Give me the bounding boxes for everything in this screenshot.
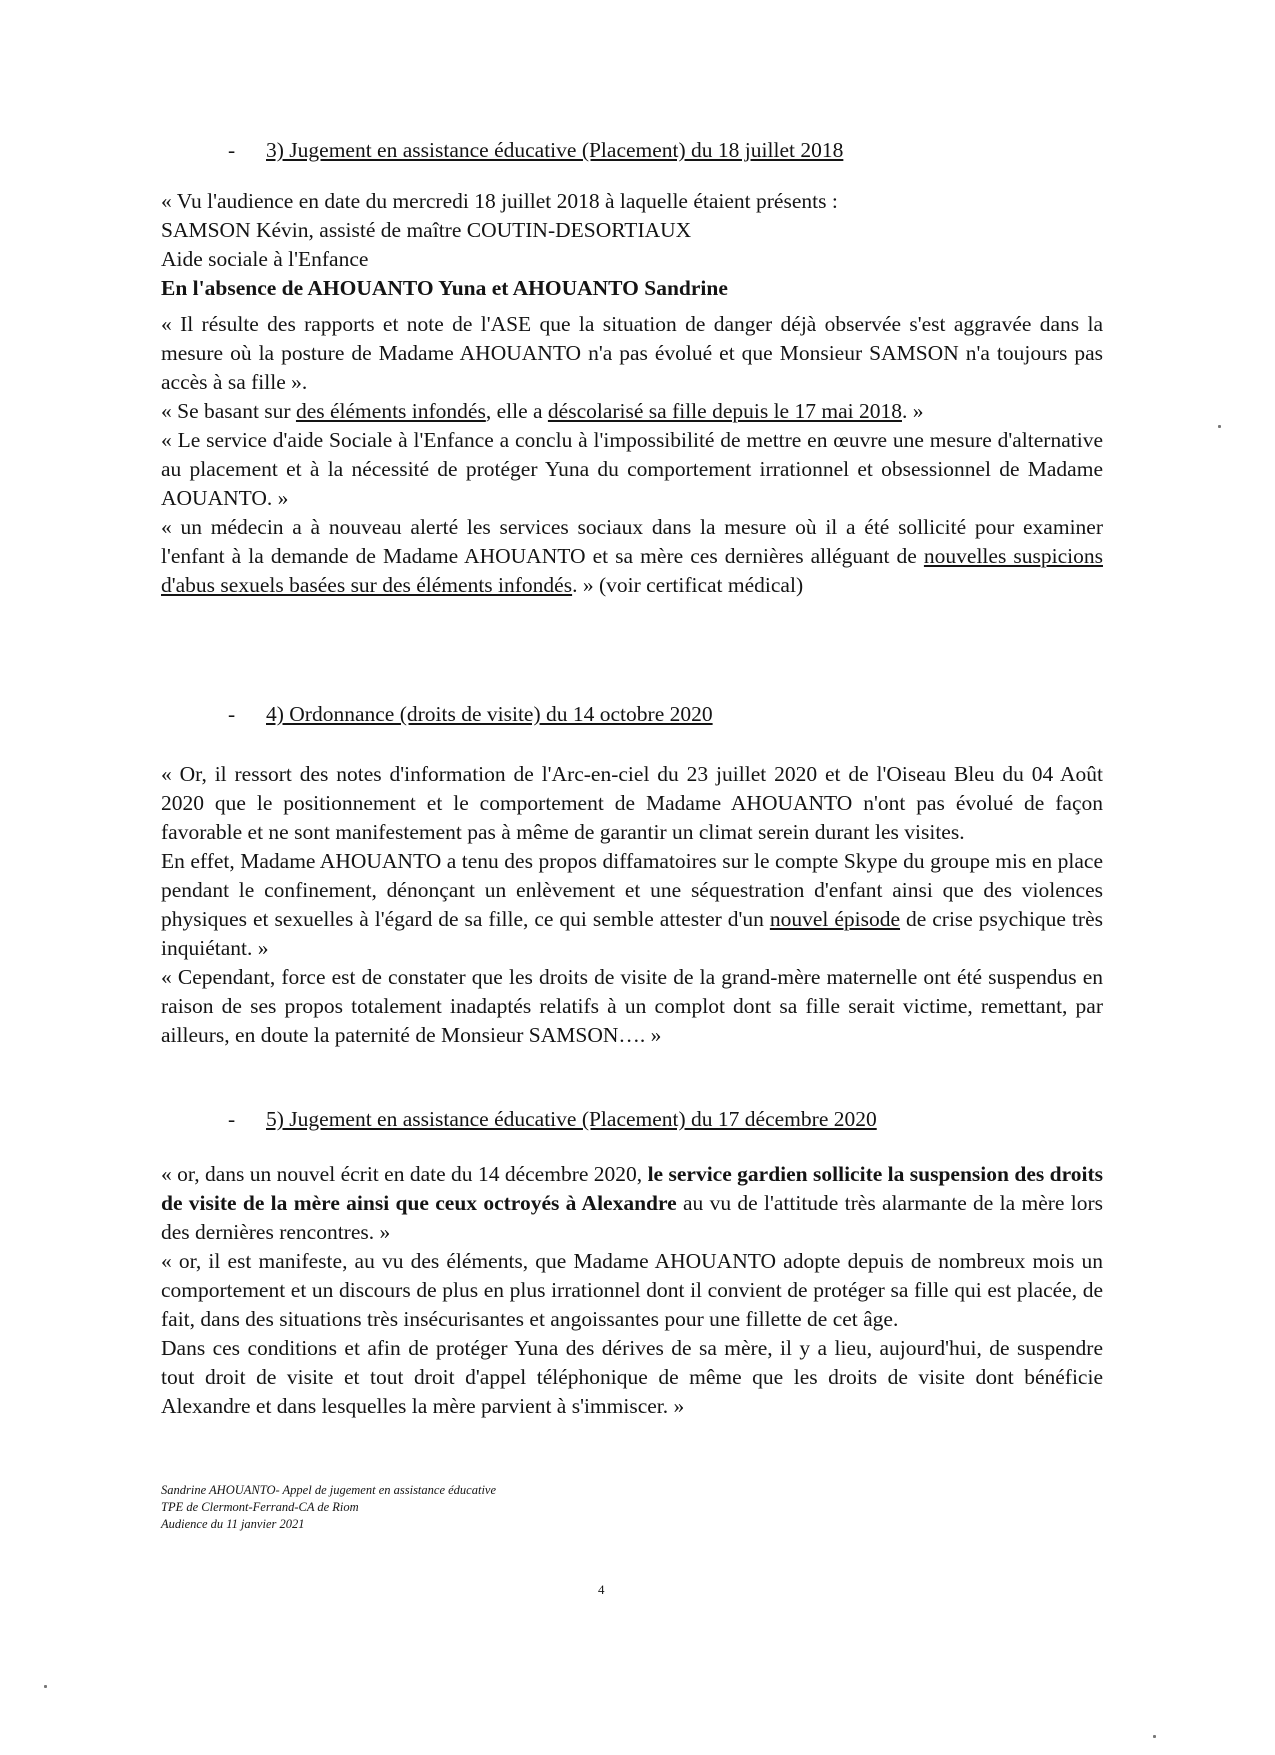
footer-hearing-line: Audience du 11 janvier 2021 <box>161 1517 305 1531</box>
section-3-header-block <box>161 187 1103 303</box>
underlined-phrase: nouvelles suspicions d'abus sexuels basées sur des éléments infondés <box>161 544 1103 597</box>
quote-paragraph: « Or, il ressort des notes d'information de l'Arc-en-ciel du 23 juillet 2020 et de l'Oiseau Bleu du 04 Août 2020 que le positionnement et le comportement de Madame AHOUANTO n'ont pas évolué de façon favorable et ne sont manifestement pas à même de garantir un climat serein durant les visites. <box>161 762 1103 844</box>
quote-paragraph: En effet, Madame AHOUANTO a tenu des propos diffamatoires sur le compte Skype du groupe mis en place pendant le confinement, dénonçant un enlèvement et une séquestration d'enfant ainsi que des violences physiques et sexuelles à l'égard de sa fille, ce qui semble attester d'un nouvel épisode de crise psychique très inquiétant. » <box>161 849 1103 960</box>
section-3-dash: - <box>228 138 236 162</box>
quote-paragraph: « or, il est manifeste, au vu des éléments, que Madame AHOUANTO adopte depuis de nombreux mois un comportement et un discours de plus en plus irrationnel dont il convient de protéger sa fille qui est placée, de fait, dans des situations très insécurisantes et angoissantes pour une fillette de cet âge. <box>161 1249 1103 1331</box>
section-5-heading <box>228 1105 877 1134</box>
underlined-phrase: nouvel épisode <box>769 907 901 931</box>
quote-paragraph: Dans ces conditions et afin de protéger Yuna des dérives de sa mère, il y a lieu, aujourd'hui, de suspendre tout droit de visite et tout droit d'appel téléphonique de même que les droits de visite dont bénéficie Alexandre et dans lesquelles la mère parvient à s'immiscer. » <box>161 1336 1103 1418</box>
quote-paragraph: « Cependant, force est de constater que les droits de visite de la grand-mère maternelle ont été suspendus en raison de ses propos totalement inadaptés relatifs à un complot dont sa fille serait victime, remettant, par ailleurs, en doute la paternité de Monsieur SAMSON…. » <box>161 965 1103 1047</box>
scan-speck <box>44 1685 47 1688</box>
section-3-heading <box>228 136 843 165</box>
section-3-title: 3) Jugement en assistance éducative (Placement) du 18 juillet 2018 <box>266 138 844 162</box>
underlined-phrase: déscolarisé sa fille depuis le 17 mai 2018 <box>547 399 902 423</box>
absent-parties-line: En l'absence de AHOUANTO Yuna et AHOUANTO Sandrine <box>161 276 728 300</box>
quote-paragraph: « un médecin a à nouveau alerté les services sociaux dans la mesure où il a été sollicité pour examiner l'enfant à la demande de Madame AHOUANTO et sa mère ces dernières alléguant de nouvelles suspicions d'abus sexuels basées sur des éléments infondés. » (voir certificat médical) <box>161 515 1103 597</box>
scan-speck <box>1218 425 1221 428</box>
document-footer <box>161 1482 496 1533</box>
section-5-quotes <box>161 1160 1103 1421</box>
section-4-dash: - <box>228 702 236 726</box>
section-4-quotes <box>161 760 1103 1050</box>
section-5-dash: - <box>228 1107 236 1131</box>
quote-paragraph: « Le service d'aide Sociale à l'Enfance a conclu à l'impossibilité de mettre en œuvre une mesure d'alternative au placement et à la nécessité de protéger Yuna du comportement irrationnel et obsessionnel de Madame AOUANTO. » <box>161 428 1103 510</box>
underlined-phrase: des éléments infondés <box>295 399 486 423</box>
section-4-title: 4) Ordonnance (droits de visite) du 14 octobre 2020 <box>266 702 713 726</box>
present-party-line: SAMSON Kévin, assisté de maître COUTIN-DESORTIAUX <box>161 218 692 242</box>
scan-speck <box>1153 1735 1156 1738</box>
footer-case-line: Sandrine AHOUANTO- Appel de jugement en assistance éducative <box>161 1483 497 1497</box>
section-4-heading <box>228 700 713 729</box>
hearing-line: « Vu l'audience en date du mercredi 18 juillet 2018 à laquelle étaient présents : <box>161 189 838 213</box>
quote-paragraph: « or, dans un nouvel écrit en date du 14 décembre 2020, le service gardien sollicite la suspension des droits de visite de la mère ainsi que ceux octroyés à Alexandre au vu de l'attitude très alarmante de la mère lors des dernières rencontres. » <box>161 1162 1104 1244</box>
bold-phrase: le service gardien sollicite la suspension des droits de visite de la mère ainsi que ceux octroyés à Alexandre <box>161 1162 1104 1215</box>
section-5-title: 5) Jugement en assistance éducative (Placement) du 17 décembre 2020 <box>266 1107 877 1131</box>
present-service-line: Aide sociale à l'Enfance <box>161 247 369 271</box>
footer-court-line: TPE de Clermont-Ferrand-CA de Riom <box>161 1500 359 1514</box>
section-3-quotes <box>161 310 1103 600</box>
quote-paragraph: « Se basant sur des éléments infondés, elle a déscolarisé sa fille depuis le 17 mai 2018. » <box>161 399 924 423</box>
page-number: 4 <box>598 1582 605 1597</box>
quote-paragraph: « Il résulte des rapports et note de l'ASE que la situation de danger déjà observée s'est aggravée dans la mesure où la posture de Madame AHOUANTO n'a pas évolué et que Monsieur SAMSON n'a toujours pas accès à sa fille ». <box>161 312 1103 394</box>
